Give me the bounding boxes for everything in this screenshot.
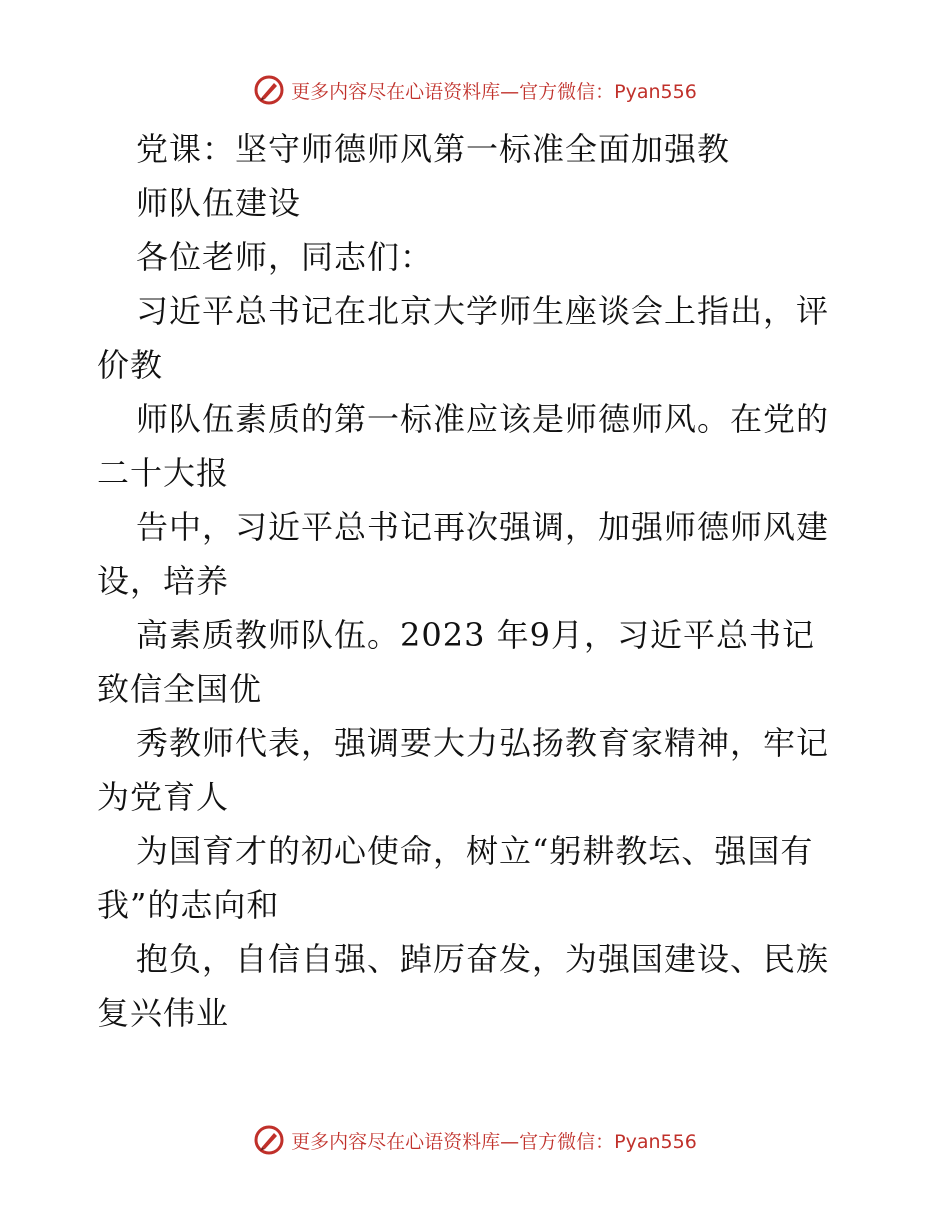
text-line: 各位老师，同志们： xyxy=(136,238,434,276)
text-line: 我”的志向和 xyxy=(97,886,280,924)
text-line: 设，培养 xyxy=(97,562,230,600)
pen-logo-icon xyxy=(253,1124,285,1156)
header-banner-text: 更多内容尽在心语资料库—官方微信：Pyan556 xyxy=(291,80,697,103)
text-line: 价教 xyxy=(97,346,164,384)
text-line: 高素质教师队伍。2023 年9月，习近平总书记 xyxy=(136,616,815,654)
text-line: 习近平总书记在北京大学师生座谈会上指出，评 xyxy=(136,292,830,330)
text-line: 师队伍建设 xyxy=(136,184,302,222)
text-line: 为国育才的初心使命，树立“躬耕教坛、强国有 xyxy=(136,832,814,870)
text-line: 秀教师代表，强调要大力弘扬教育家精神，牢记 xyxy=(136,724,830,762)
text-line: 抱负，自信自强、踔厉奋发，为强国建设、民族 xyxy=(136,940,830,978)
text-line: 告中，习近平总书记再次强调，加强师德师风建 xyxy=(136,508,830,546)
text-line: 师队伍素质的第一标准应该是师德师风。在党的 xyxy=(136,400,830,438)
text-line: 为党育人 xyxy=(97,778,230,816)
text-line: 党课：坚守师德师风第一标准全面加强教 xyxy=(136,130,731,168)
text-line: 复兴伟业 xyxy=(97,994,230,1032)
header-banner xyxy=(0,70,950,110)
pen-logo-icon xyxy=(253,74,285,106)
text-line: 二十大报 xyxy=(97,454,230,492)
text-line: 致信全国优 xyxy=(97,670,263,708)
footer-banner xyxy=(0,1120,950,1160)
footer-banner-text: 更多内容尽在心语资料库—官方微信：Pyan556 xyxy=(291,1130,697,1153)
document-body xyxy=(97,122,857,1040)
